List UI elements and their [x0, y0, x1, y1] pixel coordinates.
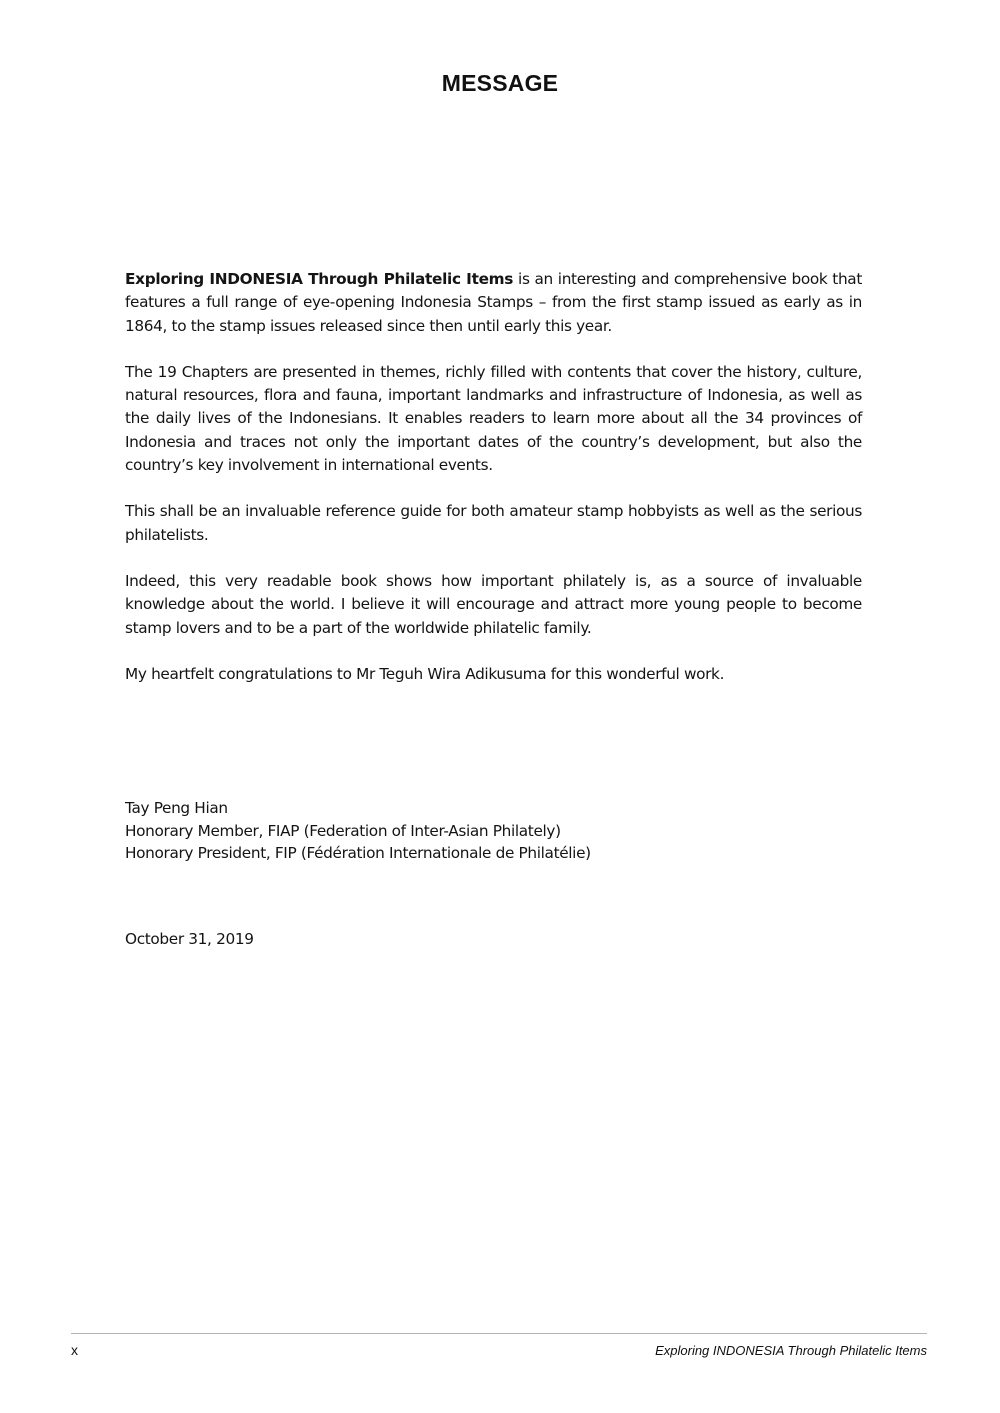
- paragraph-intro: [125, 268, 862, 338]
- footer-page-number: x: [71, 1342, 78, 1358]
- message-date: October 31, 2019: [125, 930, 254, 948]
- paragraph-congratulations: My heartfelt congratulations to Mr Teguh Wira Adikusuma for this wonderful work.: [125, 664, 725, 683]
- signature-block: [125, 797, 862, 865]
- paragraph-chapters: The 19 Chapters are presented in themes, richly filled with contents that cover the history, culture, natural resources, flora and fauna, important landmarks and infrastructure of Indonesia, as well as the daily lives of the Indonesians. It enables readers to learn more about all the 34 provinces of Indonesia and traces not only the important dates of the country’s development, but also the country’s key involvement in international events.: [125, 362, 862, 475]
- signatory-role-fiap: Honorary Member, FIAP (Federation of Inter-Asian Philately): [125, 821, 561, 840]
- footer-book-title: Exploring INDONESIA Through Philatelic Items: [655, 1343, 927, 1358]
- page-title: MESSAGE: [441, 70, 559, 96]
- book-title-bold: Exploring INDONESIA Through Philatelic Items: [125, 270, 514, 288]
- message-body: [125, 268, 862, 709]
- paragraph-readable: Indeed, this very readable book shows how important philately is, as a source of invaluable knowledge about the world. I believe it will encourage and attract more young people to become stamp lovers and to be a part of the worldwide philatelic family.: [125, 571, 862, 637]
- signatory-name: Tay Peng Hian: [125, 799, 228, 817]
- paragraph-intro-text: is an interesting and comprehensive book that features a full range of eye-opening Indonesia Stamps – from the first stamp issued as early as in 1864, to the stamp issues released since then until early this year.: [125, 270, 862, 335]
- footer-divider: [71, 1333, 927, 1334]
- paragraph-reference: This shall be an invaluable reference guide for both amateur stamp hobbyists as well as the serious philatelists.: [125, 502, 862, 544]
- signatory-role-fip: Honorary President, FIP (Fédération Internationale de Philatélie): [125, 844, 591, 863]
